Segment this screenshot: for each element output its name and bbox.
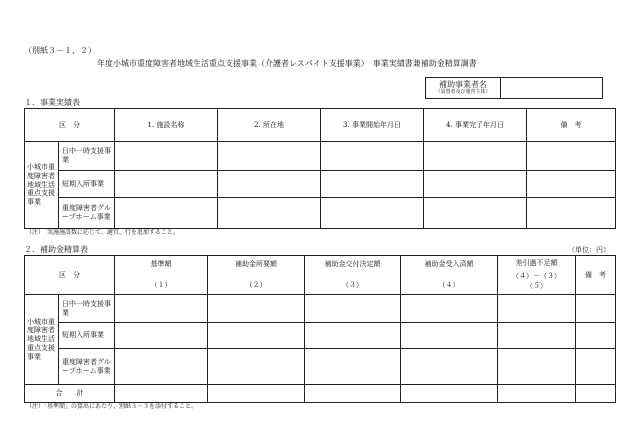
table2-heading: ２．補助金精算表 (24, 245, 88, 254)
table1-heading: １．事業実績表 (24, 98, 80, 107)
table1-row-label: 短期入所事業 (59, 171, 115, 198)
table1-row-label: 重度障害者グループホーム事業 (59, 198, 115, 229)
table1-header-address: 2. 所在地 (218, 109, 321, 142)
table1-row-label: 日中一時支援事業 (59, 142, 115, 171)
table1-header-start: 3. 事業開始年月日 (321, 109, 424, 142)
table2-header-difference (498, 256, 576, 295)
table2-header-section: 区 分 (25, 256, 115, 295)
col-number: （５） (526, 281, 547, 290)
performance-table (24, 108, 616, 229)
table-row (25, 142, 616, 171)
operator-label-cell (426, 78, 501, 99)
col-label: 基準額 (150, 260, 172, 269)
table2-header-row (25, 256, 616, 295)
col-label: 差引過不足額 (515, 259, 558, 268)
table1-header-end: 4. 事業完了年月日 (424, 109, 527, 142)
table1-group-label: 小城市重度障害者地域生活重点支援事業 (25, 142, 59, 229)
col-formula: （４）－（３） (512, 272, 561, 281)
operator-name-value (501, 78, 603, 99)
total-row (25, 385, 616, 403)
settlement-table (24, 255, 616, 403)
table1-header-section: 区 分 (25, 109, 115, 142)
operator-label: 補助事業者名 (439, 79, 487, 89)
table-row (25, 198, 616, 229)
table2-header-base (115, 256, 208, 295)
form-number: （別紙３－１，２） (24, 46, 96, 55)
table1-header-facility: 1. 施設名称 (115, 109, 218, 142)
table2-row-label: 日中一時支援事業 (59, 295, 115, 323)
operator-sublabel: （設置者及び運営主体） (435, 88, 491, 95)
col-label: 補助金受入済額 (424, 260, 474, 269)
table2-header-remarks: 備 考 (576, 256, 616, 295)
col-number: （１） (150, 281, 172, 289)
table2-row-label: 重度障害者グループホーム事業 (59, 349, 115, 385)
unit-label: （単位：円） (568, 246, 610, 254)
table-row (25, 295, 616, 323)
table2-row-label: 短期入所事業 (59, 323, 115, 349)
table1-note: （注） 実施施設数に応じて、適宜、行を追加すること。 (26, 229, 179, 236)
col-number: （２） (245, 281, 267, 289)
table-row (25, 323, 616, 349)
table1-header-row (25, 109, 616, 142)
table2-note: （注）「基準額」の算出にあたり、別紙３－３を添付すること。 (26, 403, 198, 410)
table2-group-label: 小城市重度障害者地域生活重点支援事業 (25, 295, 59, 385)
operator-name-box (425, 77, 603, 99)
table-row (25, 349, 616, 385)
col-label: 補助金所要額 (235, 260, 277, 269)
total-label: 合 計 (25, 385, 115, 403)
table2-header-received (401, 256, 498, 295)
table2-header-decided (305, 256, 401, 295)
col-number: （３） (342, 281, 363, 289)
col-label: 補助金交付決定額 (324, 260, 381, 269)
col-number: （４） (438, 281, 460, 289)
table-row (25, 171, 616, 198)
table1-header-remarks: 備 考 (527, 109, 616, 142)
document-title: 年度小城市重度障害者地域生活重点支援事業（介護者レスパイト支援事業） 事業実績書兼補助金精算調書 (97, 59, 477, 68)
table2-header-required (208, 256, 305, 295)
